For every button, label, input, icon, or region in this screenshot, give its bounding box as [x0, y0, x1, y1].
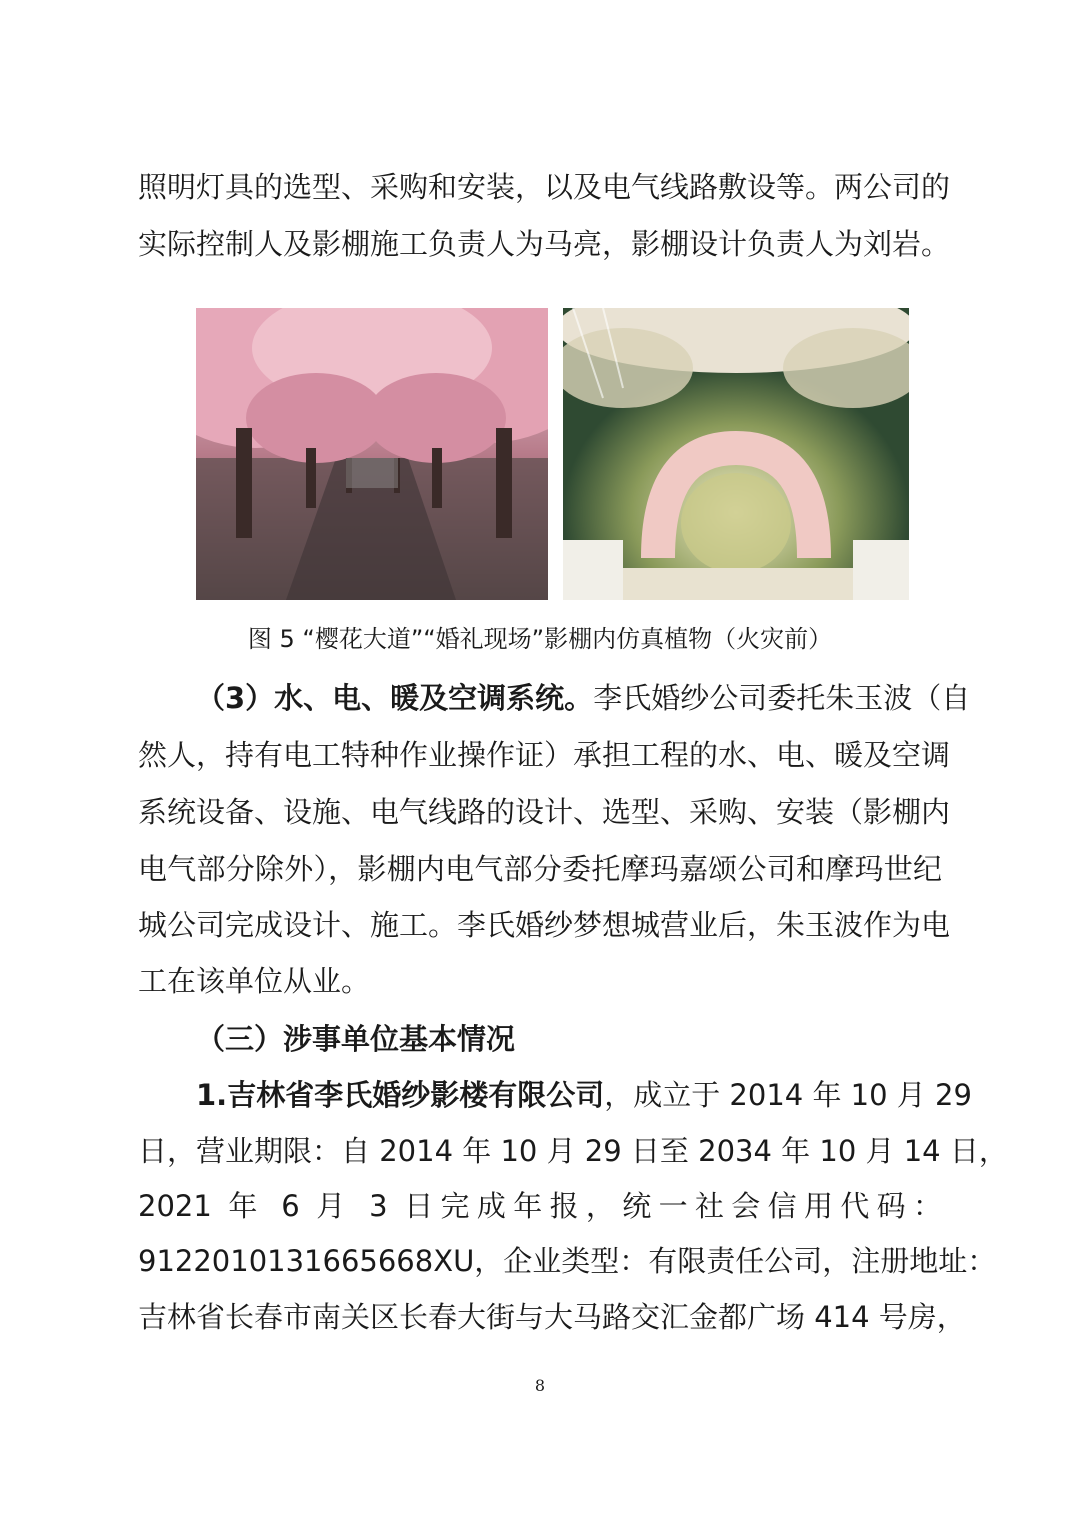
company1-text-1: ，成立于 2014 年 10 月 29	[604, 1078, 972, 1112]
intro-line-1: 照明灯具的选型、采购和安装，以及电气线路敷设等。两公司的	[138, 170, 951, 204]
section3-line-4: 电气部分除外），影棚内电气部分委托摩玛嘉颂公司和摩玛世纪	[138, 852, 942, 886]
section3-line-6: 工在该单位从业。	[138, 964, 371, 998]
company1-line-2: 日，营业期限：自 2014 年 10 月 29 日至 2034 年 10 月 14 日，	[138, 1134, 1008, 1168]
section3-line-1	[138, 678, 971, 718]
page-number: 8	[534, 1376, 546, 1395]
company1-line-5: 吉林省长春市南关区长春大街与大马路交汇金都广场 414 号房，	[138, 1300, 966, 1334]
section-c-heading: （三）涉事单位基本情况	[196, 1022, 516, 1056]
company1-line-4: 9122010131665668XU，企业类型：有限责任公司，注册地址：	[138, 1244, 997, 1278]
intro-line-2: 实际控制人及影棚施工负责人为马亮，影棚设计负责人为刘岩。	[138, 227, 951, 261]
cherry-blossom-photo	[196, 308, 548, 600]
section3-text-1: 李氏婚纱公司委托朱玉波（自	[593, 681, 971, 715]
company1-line-3: 2021 年 6 月 3 日完成年报，统一社会信用代码：	[138, 1189, 942, 1223]
section3-line-5: 城公司完成设计、施工。李氏婚纱梦想城营业后，朱玉波作为电	[138, 908, 951, 942]
section3-heading: （3）水、电、暖及空调系统。	[196, 681, 594, 715]
section3-line-3: 系统设备、设施、电气线路的设计、选型、采购、安装（影棚内	[138, 795, 951, 829]
wedding-scene-photo	[563, 308, 909, 600]
figure-caption: 图 5 “樱花大道”“婚礼现场”影棚内仿真植物（火灾前）	[247, 625, 833, 653]
company1-name: 1.吉林省李氏婚纱影楼有限公司	[196, 1078, 605, 1112]
section3-line-2: 然人，持有电工特种作业操作证）承担工程的水、电、暖及空调	[138, 738, 951, 772]
company1-line-1	[138, 1075, 972, 1115]
